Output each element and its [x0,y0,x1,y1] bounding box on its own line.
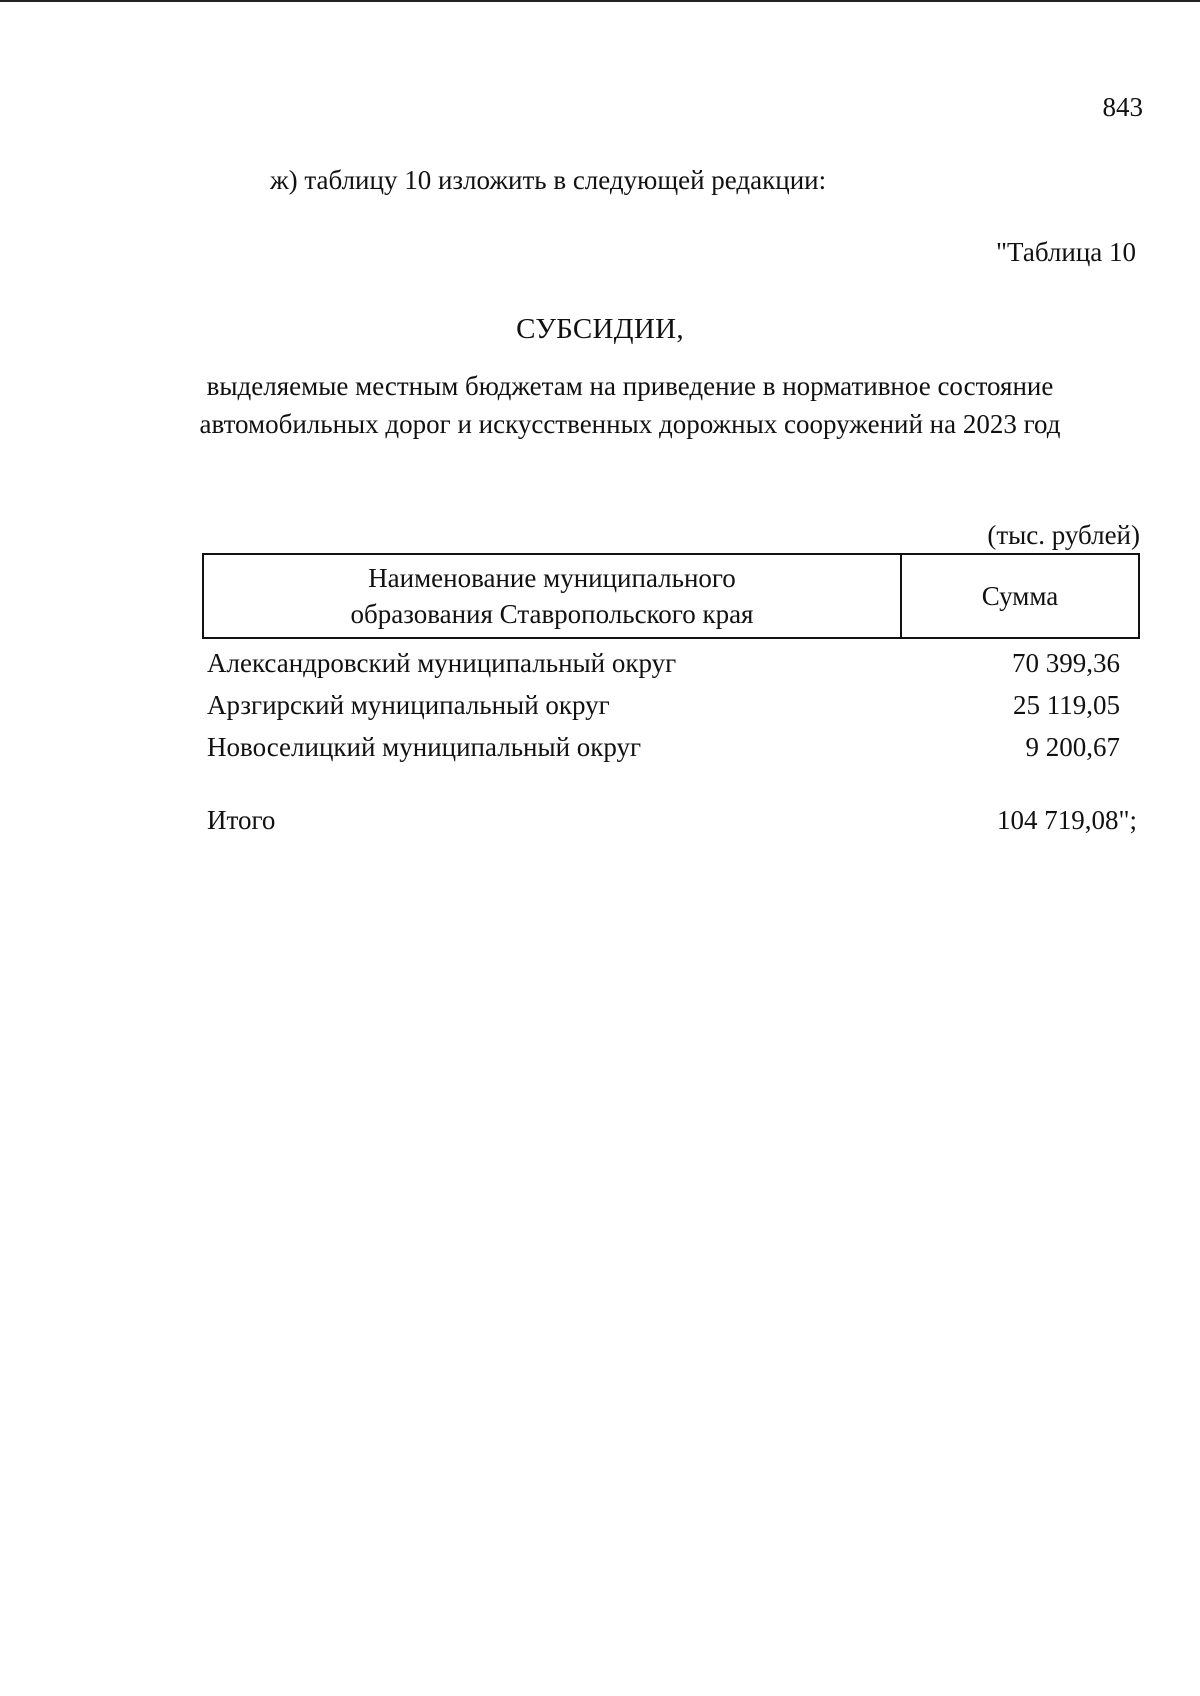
total-amount: 104 719,08"; [996,805,1137,835]
units-label: (тыс. рублей) [987,520,1140,550]
document-title: СУБСИДИИ, [516,313,684,345]
row-amount: 25 119,05 [1013,690,1120,720]
table-row [207,684,1120,726]
row-amount: 9 200,67 [1025,732,1120,762]
row-name: Арзгирский муниципальный округ [207,690,610,720]
page-number: 843 [1102,92,1143,122]
header-sum: Сумма [981,580,1059,611]
header-name-line-2: образования Ставропольского края [350,599,754,629]
amendment-text: ж) таблицу 10 изложить в следующей редакции: [270,165,827,195]
header-municipality-name [204,555,902,637]
row-name: Александровский муниципальный округ [207,648,677,678]
subtitle-line-2: автомобильных дорог и искусственных дорожных сооружений на 2023 год [199,409,1061,439]
row-name: Новоселицкий муниципальный округ [207,732,642,762]
table-row [207,726,1120,768]
total-label: Итого [207,805,276,835]
table-header [202,553,1140,639]
table-row [207,642,1120,684]
top-rule [0,0,1200,2]
table-body [207,642,1120,768]
table-label: "Таблица 10 [996,237,1136,267]
header-name-line-1: Наименование муниципального [368,563,736,593]
row-amount: 70 399,36 [1012,648,1120,678]
total-row [207,799,1137,841]
document-subtitle [150,367,1110,443]
subtitle-line-1: выделяемые местным бюджетам на приведение в нормативное состояние [206,371,1054,401]
